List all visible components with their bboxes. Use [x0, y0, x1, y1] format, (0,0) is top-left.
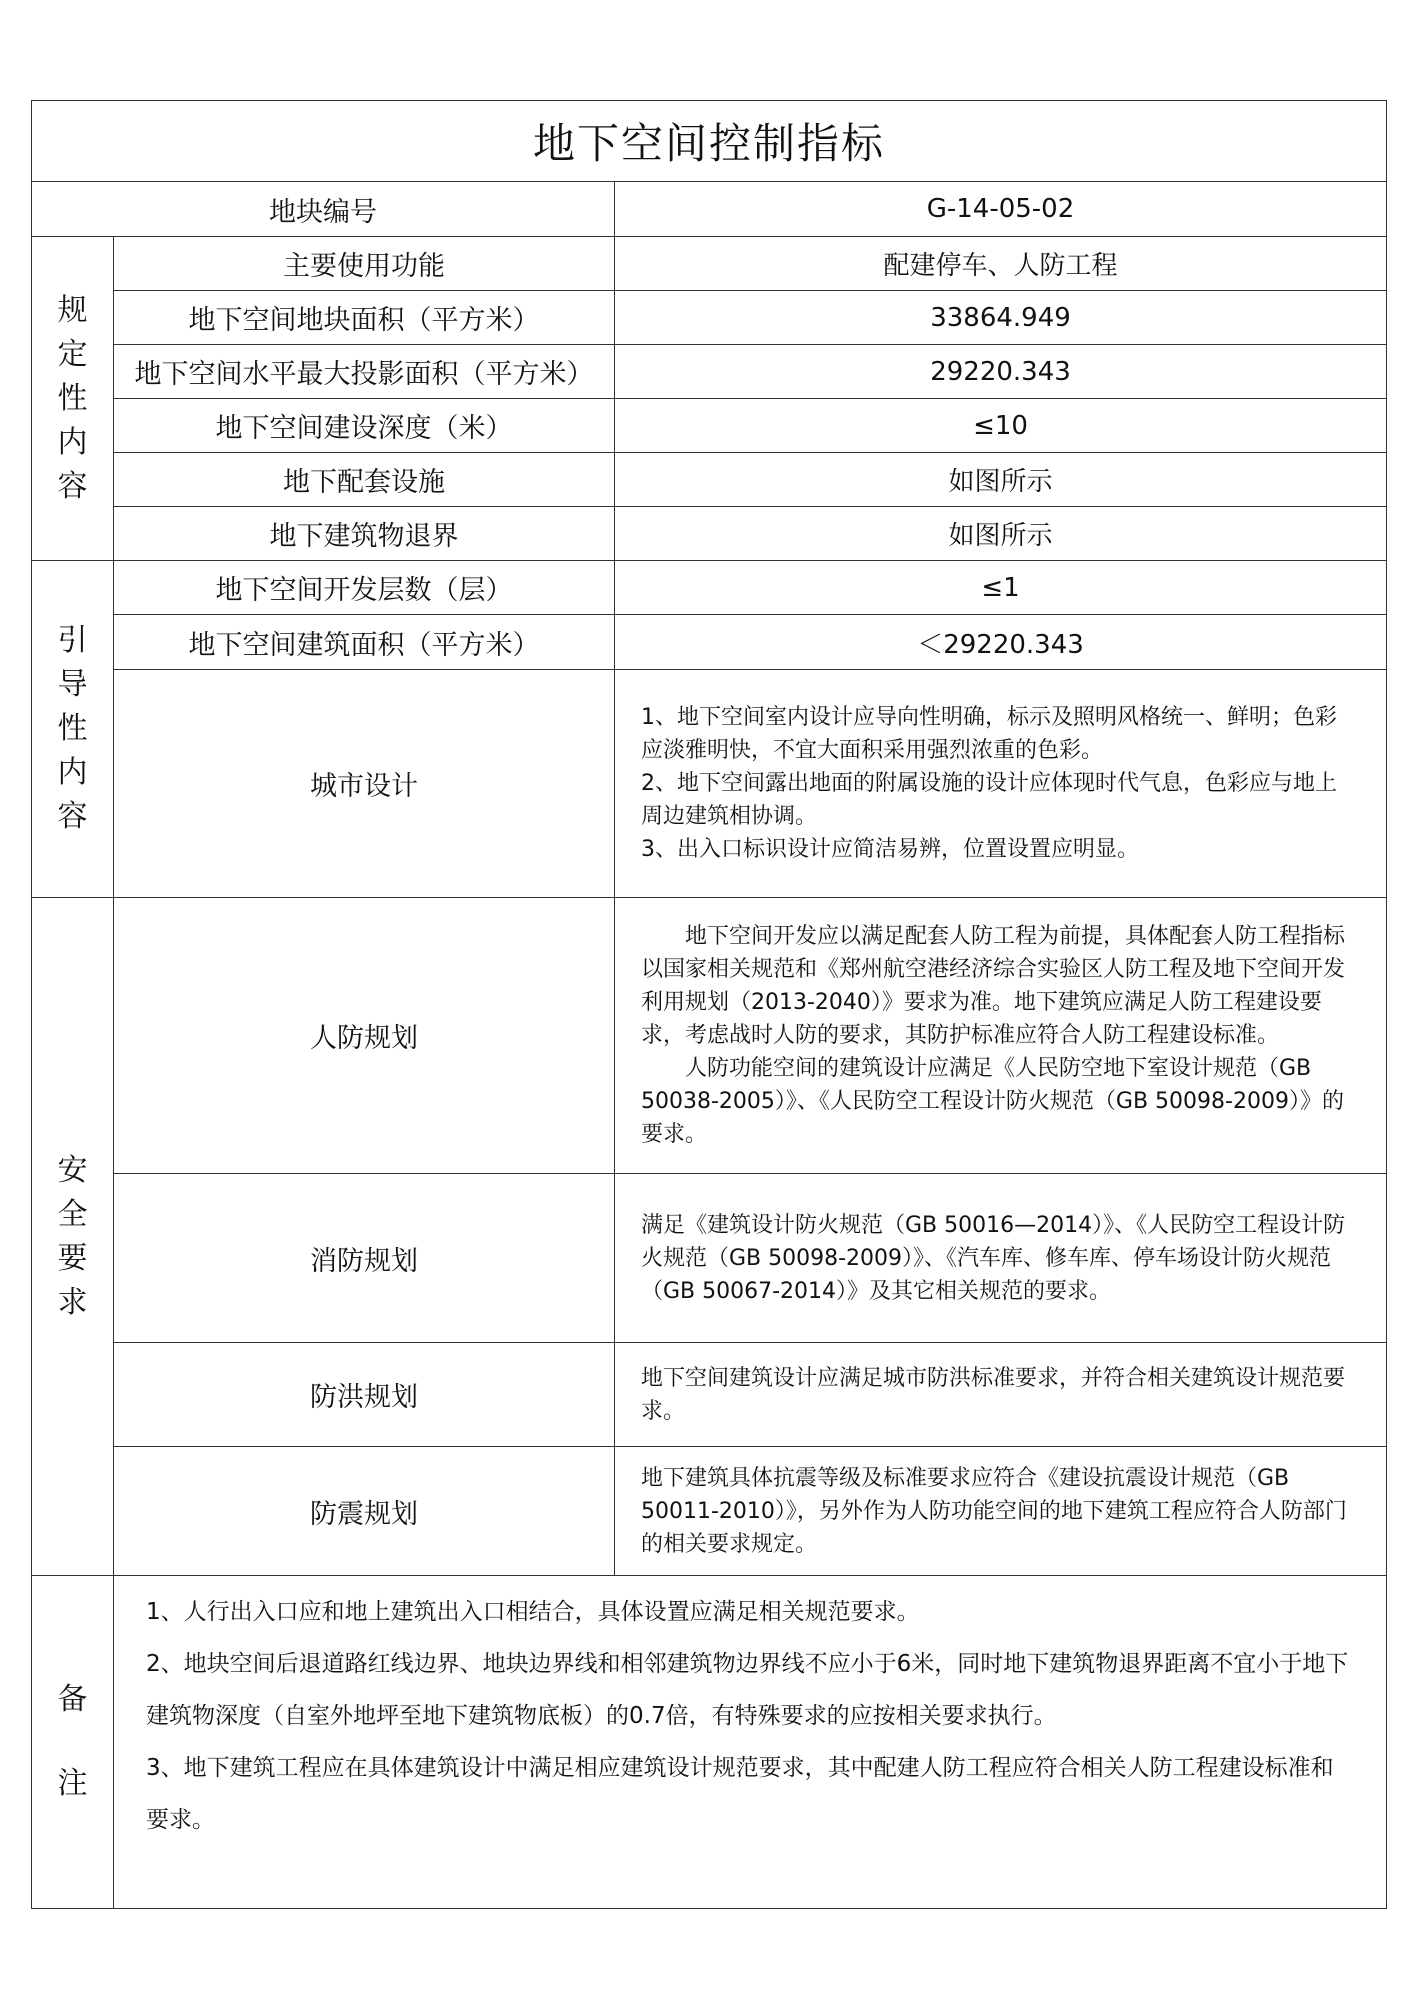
- safety-section-label: [32, 898, 114, 1576]
- row-label: 地下配套设施: [114, 453, 615, 507]
- row-value: ≤10: [615, 399, 1387, 453]
- text-paragraph: 人防功能空间的建筑设计应满足《人民防空地下室设计规范（GB 50038-2005）》、《人民防空工程设计防火规范（GB 50098-2009）》的要求。: [641, 1056, 1344, 1147]
- urban-design-text: [615, 670, 1387, 898]
- label-char: 全: [57, 1196, 88, 1232]
- label-char: 规: [57, 292, 88, 328]
- text-line: 3、出入口标识设计应简洁易辨，位置设置应明显。: [641, 837, 1139, 862]
- label-char: 容: [57, 468, 88, 504]
- urban-design-label: 城市设计: [114, 670, 615, 898]
- row-label: 地下空间建设深度（米）: [114, 399, 615, 453]
- row-value: 如图所示: [615, 507, 1387, 561]
- row-label: 地下建筑物退界: [114, 507, 615, 561]
- label-char: 内: [57, 755, 88, 790]
- row-label: 地下空间水平最大投影面积（平方米）: [114, 345, 615, 399]
- row-label: 地下空间建筑面积（平方米）: [114, 615, 615, 670]
- label-char: 容: [57, 799, 88, 834]
- label-char: 求: [57, 1284, 88, 1320]
- row-label: 地下空间开发层数（层）: [114, 561, 615, 615]
- label-char: 注: [57, 1766, 88, 1801]
- label-char: 定: [57, 336, 88, 372]
- guidance-section-label: [32, 561, 114, 898]
- label-char: 安: [57, 1152, 88, 1188]
- plot-number-value: G-14-05-02: [615, 182, 1387, 237]
- text-line: 2、地下空间露出地面的附属设施的设计应体现时代气息，色彩应与地上周边建筑相协调。: [641, 771, 1337, 829]
- regulatory-section-label: [32, 237, 114, 561]
- remark-line: 3、地下建筑工程应在具体建筑设计中满足相应建筑设计规范要求，其中配建人防工程应符合相关人防工程建设标准和要求。: [146, 1755, 1334, 1833]
- remark-line: 1、人行出入口应和地上建筑出入口相结合，具体设置应满足相关规范要求。: [146, 1599, 920, 1625]
- underground-space-control-table: [31, 100, 1387, 1909]
- label-char: 性: [57, 380, 88, 416]
- label-char: 内: [57, 424, 88, 460]
- row-value: ≤1: [615, 561, 1387, 615]
- row-label: 主要使用功能: [114, 237, 615, 291]
- label-char: 要: [57, 1240, 88, 1276]
- text-line: 1、地下空间室内设计应导向性明确，标示及照明风格统一、鲜明；色彩应淡雅明快，不宜大面积采用强烈浓重的色彩。: [641, 705, 1337, 763]
- plot-number-label: 地块编号: [32, 182, 615, 237]
- row-label: 地下空间地块面积（平方米）: [114, 291, 615, 345]
- remarks-text: [114, 1576, 1387, 1909]
- fire-label: 消防规划: [114, 1174, 615, 1343]
- label-char: 引: [57, 623, 88, 658]
- row-value: ＜29220.343: [615, 615, 1387, 670]
- table-title: 地下空间控制指标: [32, 101, 1387, 182]
- flood-text: 地下空间建筑设计应满足城市防洪标准要求，并符合相关建筑设计规范要求。: [615, 1343, 1387, 1447]
- label-char: 导: [57, 667, 88, 702]
- row-value: 如图所示: [615, 453, 1387, 507]
- seismic-label: 防震规划: [114, 1447, 615, 1576]
- row-value: 33864.949: [615, 291, 1387, 345]
- seismic-text: 地下建筑具体抗震等级及标准要求应符合《建设抗震设计规范（GB 50011-2010）》，另外作为人防功能空间的地下建筑工程应符合人防部门的相关要求规定。: [615, 1447, 1387, 1576]
- fire-text: 满足《建筑设计防火规范（GB 50016—2014）》、《人民防空工程设计防火规范（GB 50098-2009）》、《汽车库、修车库、停车场设计防火规范（GB 50067-2014）》及其它相关规范的要求。: [615, 1174, 1387, 1343]
- remarks-section-label: [32, 1576, 114, 1909]
- label-char: 备: [57, 1682, 88, 1717]
- flood-label: 防洪规划: [114, 1343, 615, 1447]
- label-char: 性: [57, 711, 88, 746]
- row-value: 29220.343: [615, 345, 1387, 399]
- text-paragraph: 地下空间开发应以满足配套人防工程为前提，具体配套人防工程指标以国家相关规范和《郑州航空港经济综合实验区人防工程及地下空间开发利用规划（2013-2040）》要求为准。地下建筑应满足人防工程建设要求，考虑战时人防的要求，其防护标准应符合人防工程建设标准。: [641, 924, 1346, 1048]
- remark-line: 2、地块空间后退道路红线边界、地块边界线和相邻建筑物边界线不应小于6米，同时地下建筑物退界距离不宜小于地下建筑物深度（自室外地坪至地下建筑物底板）的0.7倍，有特殊要求的应按相关要求执行。: [146, 1651, 1349, 1729]
- civil-defense-label: 人防规划: [114, 898, 615, 1174]
- row-value: 配建停车、人防工程: [615, 237, 1387, 291]
- civil-defense-text: [615, 898, 1387, 1174]
